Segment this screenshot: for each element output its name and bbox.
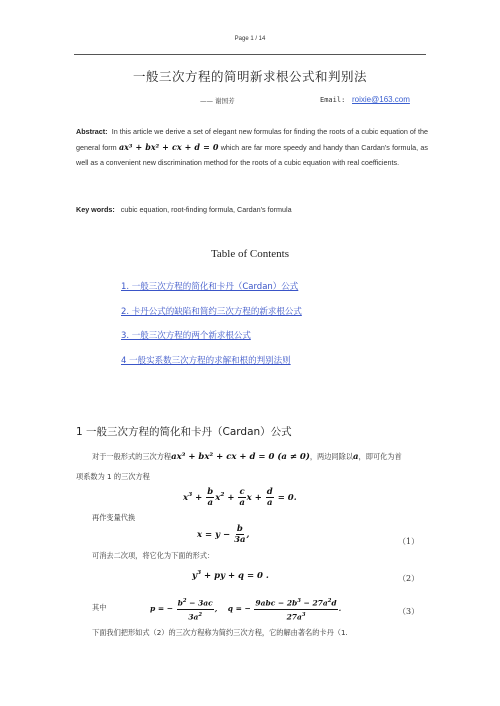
section-1-paragraph-1-cont: 项系数为 1 的三次方程 <box>76 472 150 481</box>
substitution-equation: x = y − $\frac{b}{3a}$ , <box>197 524 250 545</box>
section-1-paragraph-5: 下面我们把形如式（2）的三次方程称为简约三次方程，它的解由著名的卡丹（1. <box>92 628 348 637</box>
p1-var-a: a <box>352 452 359 462</box>
abstract-text-1: In this article we derive a set of elegant new formulas for finding the roots of a cubic equation of the general form <box>76 127 428 152</box>
section-1-paragraph-2: 再作变量代换 <box>92 513 136 522</box>
email-link[interactable]: roixie@163.com <box>352 95 410 104</box>
toc-link-2[interactable]: 2. 卡丹公式的缺陷和简约三次方程的新求根公式 <box>121 307 302 317</box>
section-1-paragraph-4: 其中 <box>92 603 107 612</box>
abstract-label: Abstract: <box>76 127 108 136</box>
abstract <box>76 124 428 171</box>
reduced-cubic-equation: $y^3$ + py + q = 0 . <box>192 569 269 581</box>
coefficients-equation: p = − $\frac{b^2 - 3ac}{3a^2}$ , q = − $\frac{9abc - 2b^3 - 27a^2d}{27a^3}$ . <box>150 598 342 621</box>
header-rule <box>74 54 426 55</box>
p1-text-b: ，两边同除以 <box>309 452 353 461</box>
author-name: —— 谢国芳 <box>200 97 235 105</box>
section-1-paragraph-3: 可消去二次项，将它化为下面的形式： <box>92 551 215 560</box>
email-label: Email: <box>320 96 346 104</box>
abstract-text-2: which are far more speedy and handy than Cardan’s formula, as well as a convenient new discrimination method for the roots of a cubic equation with real coefficients. <box>76 142 429 167</box>
p1-text-a: 对于一般形式的三次方程 <box>92 452 172 461</box>
monic-cubic-equation: $x^3$ + $\frac{b}{a}$ $x^2$ + $\frac{c}{a}$ x + $\frac{d}{a}$ = 0. <box>183 487 297 508</box>
page-number: Page 1 / 14 <box>234 36 266 42</box>
keywords-label: Key words: <box>76 205 115 214</box>
keywords <box>76 205 292 214</box>
section-1-heading: 1 一般三次方程的简化和卡丹（Cardan）公式 <box>76 426 292 438</box>
toc-title: Table of Contents <box>210 248 290 260</box>
abstract-formula: ax³ + bx² + cx + d = 0 <box>118 141 219 152</box>
document-title: 一般三次方程的简明新求根公式和判别法 <box>132 69 367 84</box>
equation-number-2: （2） <box>398 574 420 583</box>
p1-equation: ax³ + bx² + cx + d = 0 (a ≠ 0) <box>171 452 310 462</box>
toc-link-1[interactable]: 1. 一般三次方程的简化和卡丹（Cardan）公式 <box>121 282 299 292</box>
toc-link-4[interactable]: 4 一般实系数三次方程的求解和根的判别法则 <box>121 356 291 366</box>
p1-text-c: ，即可化为首 <box>358 452 402 461</box>
equation-number-1: （1） <box>398 537 420 546</box>
equation-number-3: （3） <box>398 607 420 616</box>
toc-link-3[interactable]: 3. 一般三次方程的两个新求根公式 <box>121 331 251 341</box>
keywords-text: cubic equation, root-finding formula, Cardan’s formula <box>120 205 292 214</box>
section-1-paragraph-1 <box>92 452 402 462</box>
